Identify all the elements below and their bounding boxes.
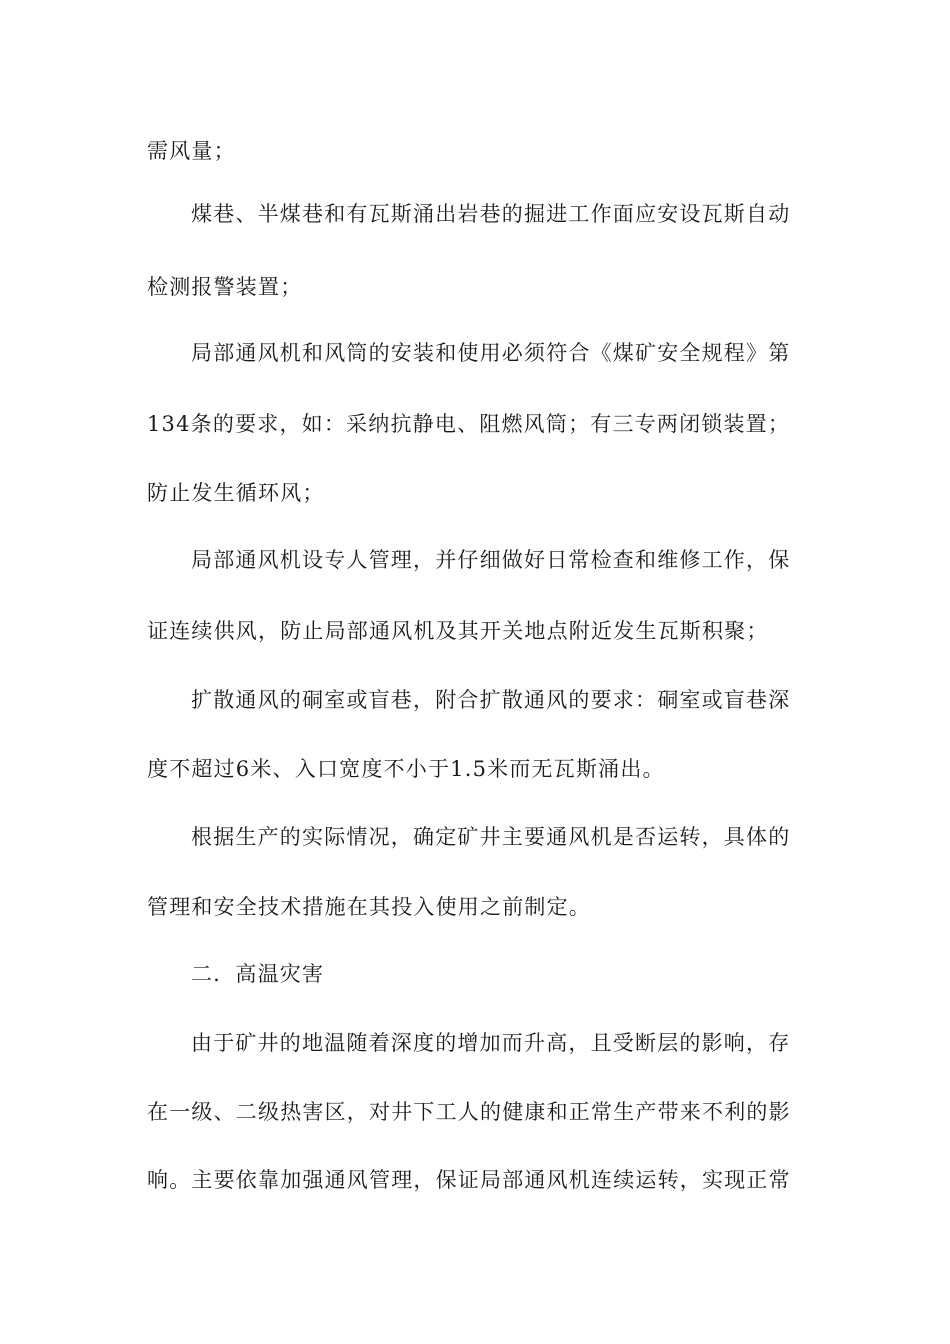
text-line: 需风量；: [147, 139, 236, 163]
text-line: 管理和安全技术措施在其投入使用之前制定。: [147, 895, 591, 919]
text-line: 134条的要求，如：采纳抗静电、阻燃风筒；有三专两闭锁装置；: [147, 412, 791, 436]
section-heading: 二．高温灾害: [191, 962, 325, 986]
text-line: 检测报警装置；: [147, 275, 303, 299]
text-line: 度不超过6米、入口宽度不小于1.5米而无瓦斯涌出。: [147, 757, 665, 781]
paragraph-start: 局部通风机和风筒的安装和使用必须符合《煤矿安全规程》第: [191, 341, 791, 365]
paragraph-start: 根据生产的实际情况，确定矿井主要通风机是否运转，具体的: [191, 825, 791, 849]
text-line: 证连续供风，防止局部通风机及其开关地点附近发生瓦斯积聚；: [147, 619, 769, 643]
paragraph-start: 局部通风机设专人管理，并仔细做好日常检查和维修工作，保: [191, 548, 791, 572]
paragraph-start: 扩散通风的硐室或盲巷，附合扩散通风的要求：硐室或盲巷深: [191, 688, 791, 712]
text-line: 在一级、二级热害区，对井下工人的健康和正常生产带来不利的影: [147, 1100, 791, 1124]
paragraph-start: 煤巷、半煤巷和有瓦斯涌出岩巷的掘进工作面应安设瓦斯自动: [191, 202, 791, 226]
text-line: 响。主要依靠加强通风管理，保证局部通风机连续运转，实现正常: [147, 1168, 791, 1192]
text-line: 防止发生循环风；: [147, 481, 325, 505]
paragraph-start: 由于矿井的地温随着深度的增加而升高，且受断层的影响，存: [191, 1031, 791, 1055]
